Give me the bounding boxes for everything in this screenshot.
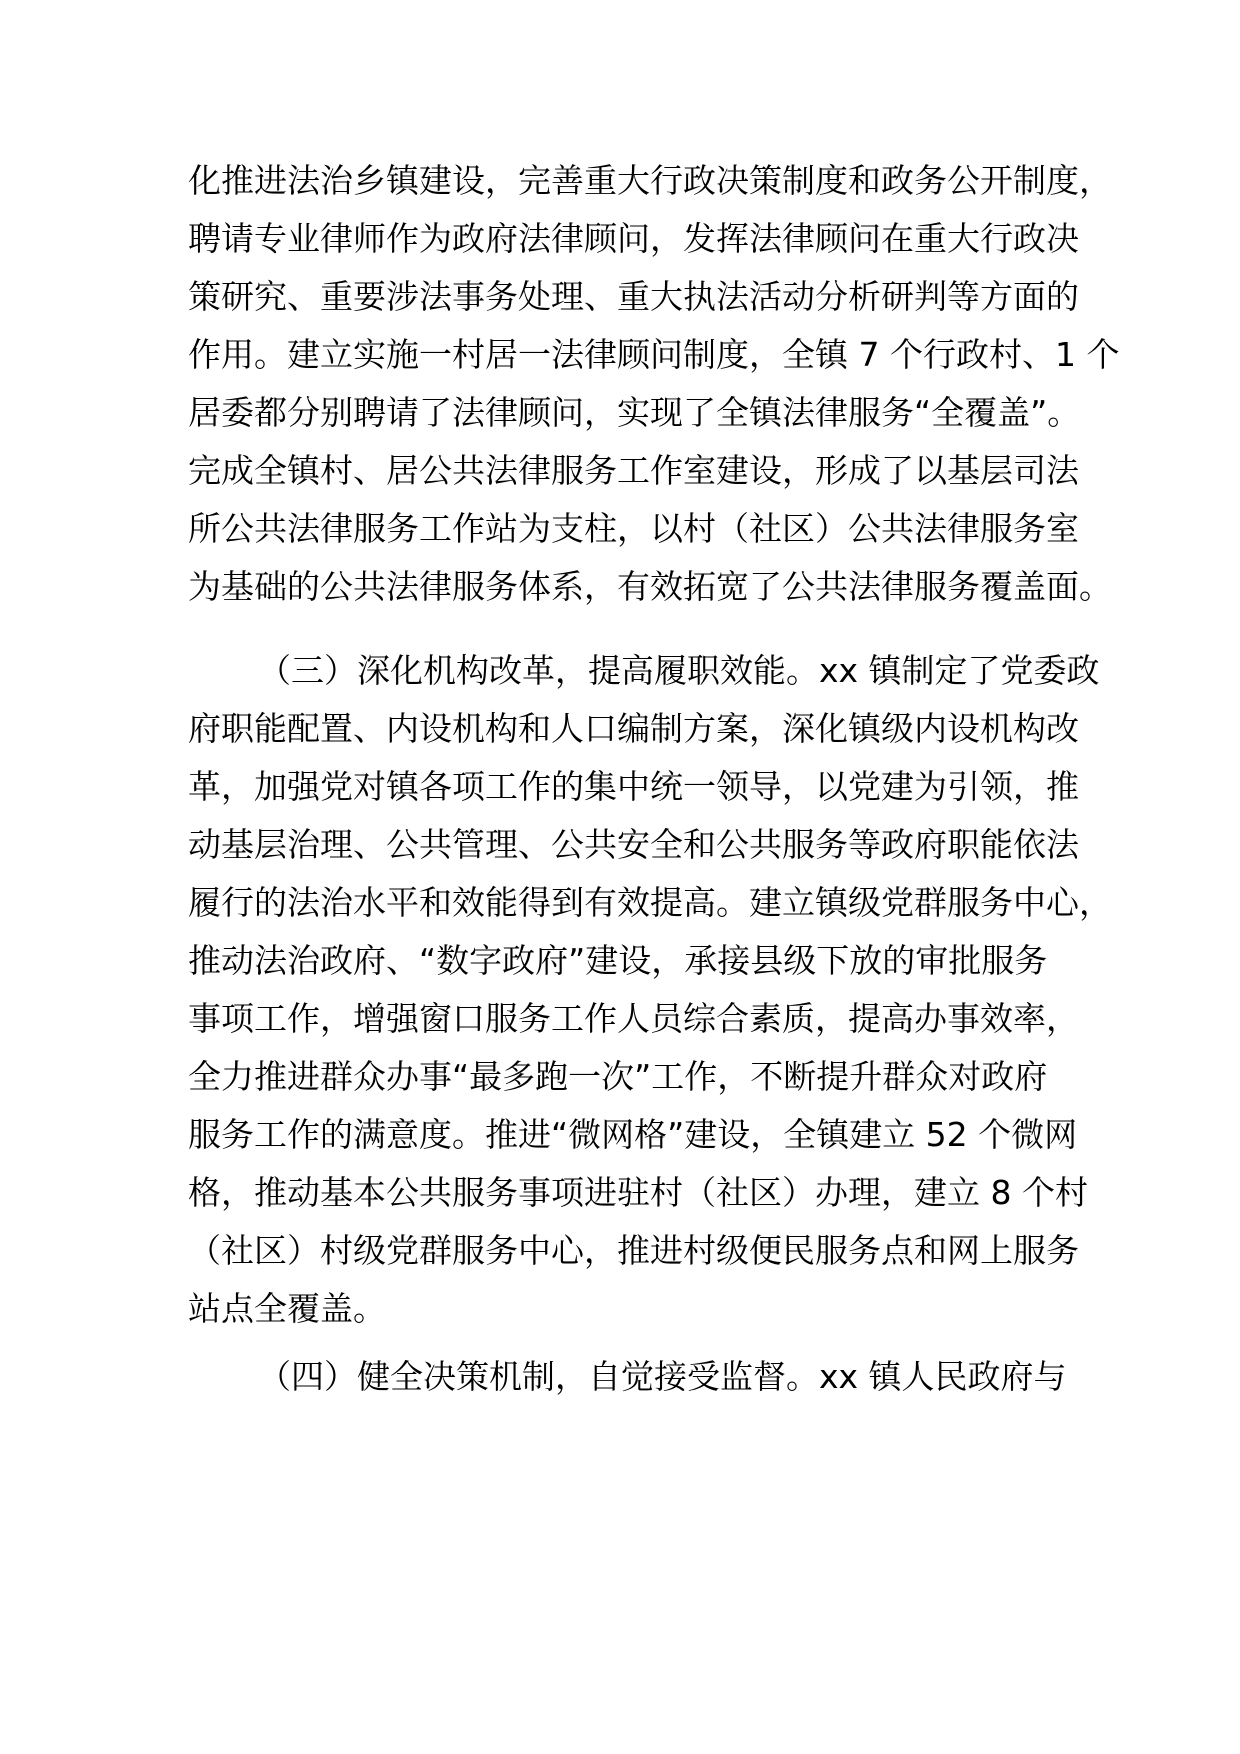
text-line: 动基层治理、公共管理、公共安全和公共服务等政府职能依法 [188, 825, 1079, 864]
text-line: 事项工作，增强窗口服务工作人员综合素质，提高办事效率， [188, 999, 1079, 1038]
paragraph-heading-line: （四）健全决策机制，自觉接受监督。xx 镇人民政府与 [258, 1357, 1067, 1396]
text-line: 革，加强党对镇各项工作的集中统一领导，以党建为引领，推 [188, 767, 1079, 806]
text-line: 策研究、重要涉法事务处理、重大执法活动分析研判等方面的 [188, 277, 1079, 316]
text-line: 推动法治政府、“数字政府”建设，承接县级下放的审批服务 [188, 941, 1048, 980]
text-line: 站点全覆盖。 [188, 1289, 386, 1328]
text-line: 履行的法治水平和效能得到有效提高。建立镇级党群服务中心， [188, 883, 1112, 922]
text-line: 格，推动基本公共服务事项进驻村（社区）办理，建立 8 个村 [188, 1173, 1088, 1212]
text-line: 完成全镇村、居公共法律服务工作室建设，形成了以基层司法 [188, 451, 1079, 490]
text-line: （社区）村级党群服务中心，推进村级便民服务点和网上服务 [188, 1231, 1079, 1270]
text-line: 居委都分别聘请了法律顾问，实现了全镇法律服务“全覆盖”。 [188, 393, 1081, 432]
text-line: 聘请专业律师作为政府法律顾问，发挥法律顾问在重大行政决 [188, 219, 1079, 258]
text-line: 为基础的公共法律服务体系，有效拓宽了公共法律服务覆盖面。 [188, 567, 1112, 606]
text-line: 全力推进群众办事“最多跑一次”工作，不断提升群众对政府 [188, 1057, 1048, 1096]
text-line: 服务工作的满意度。推进“微网格”建设，全镇建立 52 个微网 [188, 1115, 1078, 1154]
text-line: 所公共法律服务工作站为支柱，以村（社区）公共法律服务室 [188, 509, 1079, 548]
text-line: 化推进法治乡镇建设，完善重大行政决策制度和政务公开制度， [188, 161, 1112, 200]
text-line: 作用。建立实施一村居一法律顾问制度，全镇 7 个行政村、1 个 [188, 335, 1120, 374]
text-line: 府职能配置、内设机构和人口编制方案，深化镇级内设机构改 [188, 709, 1079, 748]
paragraph-heading-line: （三）深化机构改革，提高履职效能。xx 镇制定了党委政 [258, 651, 1100, 690]
